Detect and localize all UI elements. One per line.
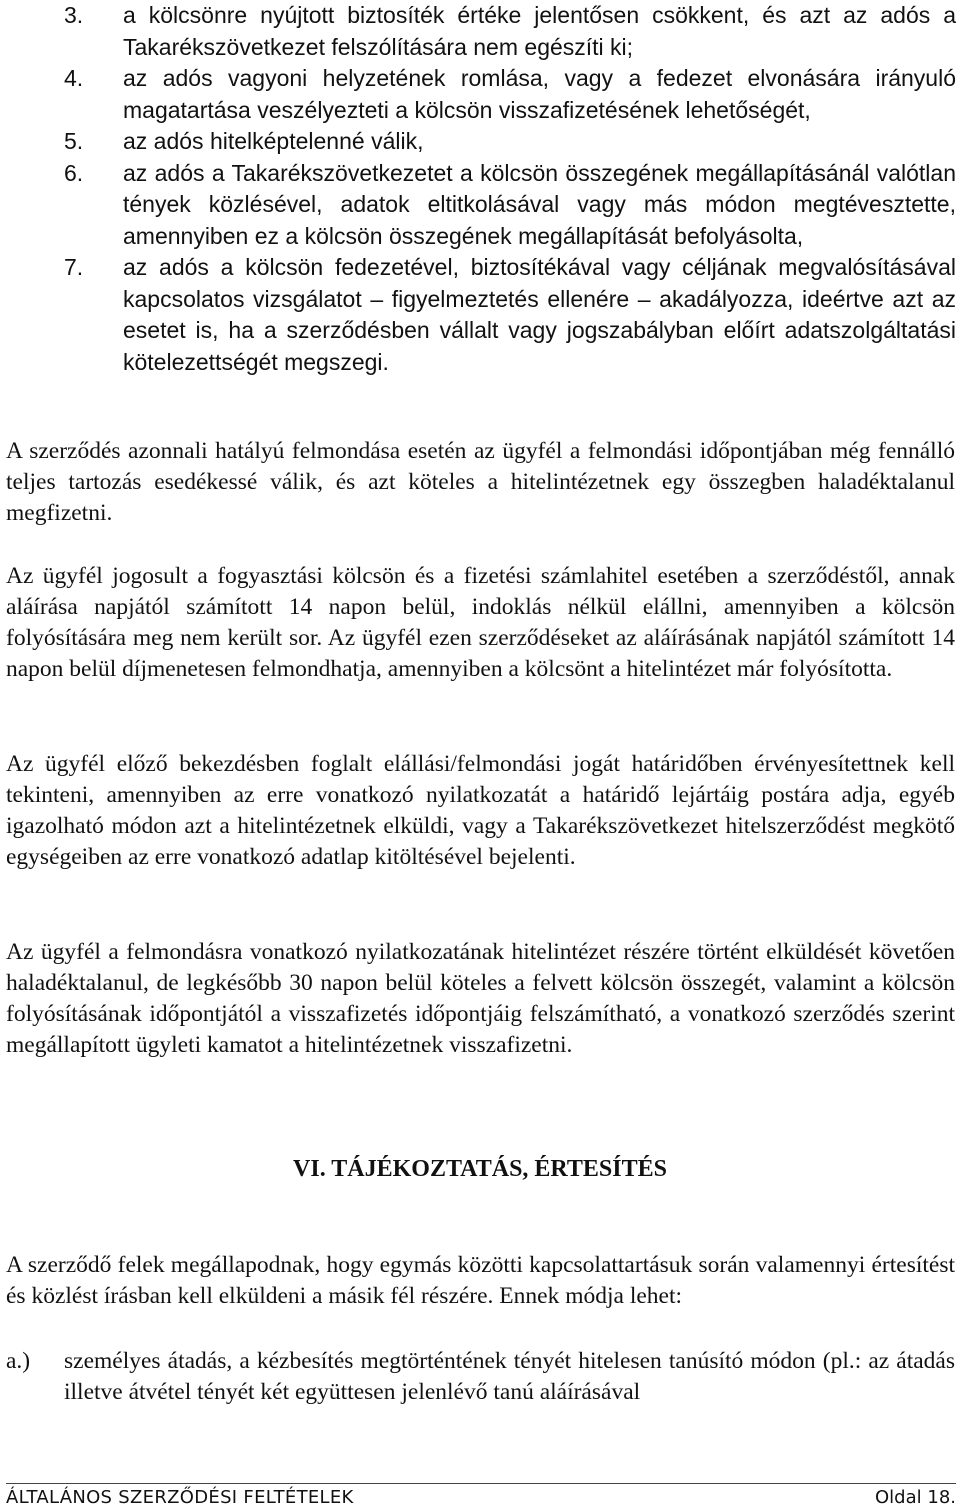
list-item — [56, 63, 956, 126]
list-item-text: az adós a kölcsön fedezetével, biztosítékával vagy céljának megvalósításával kapcsolatos vizsgálatot – figyelmeztetés ellenére – akadályozza, ideértve azt az esetet is, ha a szerződésben vállalt vagy jogszabályban előírt adatszolgáltatási kötelezettségét megszegi. — [123, 254, 956, 375]
page-number: Oldal 18. — [875, 1487, 956, 1508]
list-item-number: 7. — [64, 254, 84, 280]
footer-divider — [6, 1483, 956, 1484]
section-heading: VI. TÁJÉKOZTATÁS, ÉRTESÍTÉS — [293, 1156, 667, 1182]
list-item — [56, 0, 956, 63]
list-item-number: 4. — [64, 65, 84, 91]
list-item — [56, 158, 956, 253]
list-item-text: az adós hitelképtelenné válik, — [123, 128, 424, 154]
sub-item-text: személyes átadás, a kézbesítés megtörténtének tényét hitelesen tanúsító módon (pl.: az átadás illetve átvétel tényét két együttesen jelenlévő tanú aláírásával — [64, 1348, 955, 1405]
section-intro: A szerződő felek megállapodnak, hogy egymás közötti kapcsolattartásuk során valamennyi értesítést és közlést írásban kell elküldeni a másik fél részére. Ennek módja lehet: — [6, 1252, 955, 1309]
paragraph-repayment: Az ügyfél a felmondásra vonatkozó nyilatkozatának hitelintézet részére történt elküldését követően haladéktalanul, de legkésőbb 30 napon belül köteles a felvett kölcsön összegét, valamint a kölcsön folyósításának időpontjától a visszafizetés időpontjáig felszámítható, a vonatkozó szerződés szerint megállapított ügyleti kamatot a hitelintézetnek visszafizetni. — [6, 939, 955, 1058]
sub-item-label: a.) — [6, 1348, 31, 1374]
paragraph-withdrawal-deadline: Az ügyfél előző bekezdésben foglalt elállási/felmondási jogát határidőben érvényesítettnek kell tekinteni, amennyiben az erre vonatkozó nyilatkozatát a határidő lejártáig postára adja, egyéb igazolható módon azt a hitelintézetnek elküldi, vagy a Takarékszövetkezet hitelszerződést megkötő egységeiben az erre vonatkozó adatlap kitöltésével bejelenti. — [6, 751, 955, 870]
list-item-text: az adós vagyoni helyzetének romlása, vagy a fedezet elvonására irányuló magatartása veszélyezteti a kölcsön visszafizetésének lehetőségét, — [123, 65, 956, 123]
termination-grounds-list — [56, 0, 956, 378]
sub-item — [6, 1346, 955, 1408]
list-item — [56, 252, 956, 378]
list-item — [56, 126, 956, 158]
footer-title: ÁLTALÁNOS SZERZŐDÉSI FELTÉTELEK — [6, 1487, 354, 1508]
list-item-text: az adós a Takarékszövetkezetet a kölcsön összegének megállapításánál valótlan tények közlésével, adatok eltitkolásával vagy más módon megtévesztette, amennyiben ez a kölcsön összegének megállapítását befolyásolta, — [123, 159, 956, 249]
list-item-number: 6. — [64, 159, 84, 186]
paragraph-immediate-termination: A szerződés azonnali hatályú felmondása esetén az ügyfél a felmondási időpontjában még fennálló teljes tartozás esedékessé válik, és azt köteles a hitelintézetnek egy összegben haladéktalanul megfizetni. — [6, 438, 955, 526]
list-item-number: 5. — [64, 128, 84, 154]
list-item-number: 3. — [64, 2, 84, 28]
list-item-text: a kölcsönre nyújtott biztosíték értéke jelentősen csökkent, és azt az adós a Takarékszövetkezet felszólítására nem egészíti ki; — [123, 2, 956, 60]
paragraph-withdrawal-right: Az ügyfél jogosult a fogyasztási kölcsön és a fizetési számlahitel esetében a szerződéstől, annak aláírása napjától számított 14 napon belül, indoklás nélkül elállni, amennyiben a kölcsön folyósítására meg nem került sor. Az ügyfél ezen szerződéseket az aláírásának napjától számított 14 napon belül díjmenetesen felmondhatja, amennyiben a kölcsönt a hitelintézet már folyósította. — [6, 563, 955, 682]
